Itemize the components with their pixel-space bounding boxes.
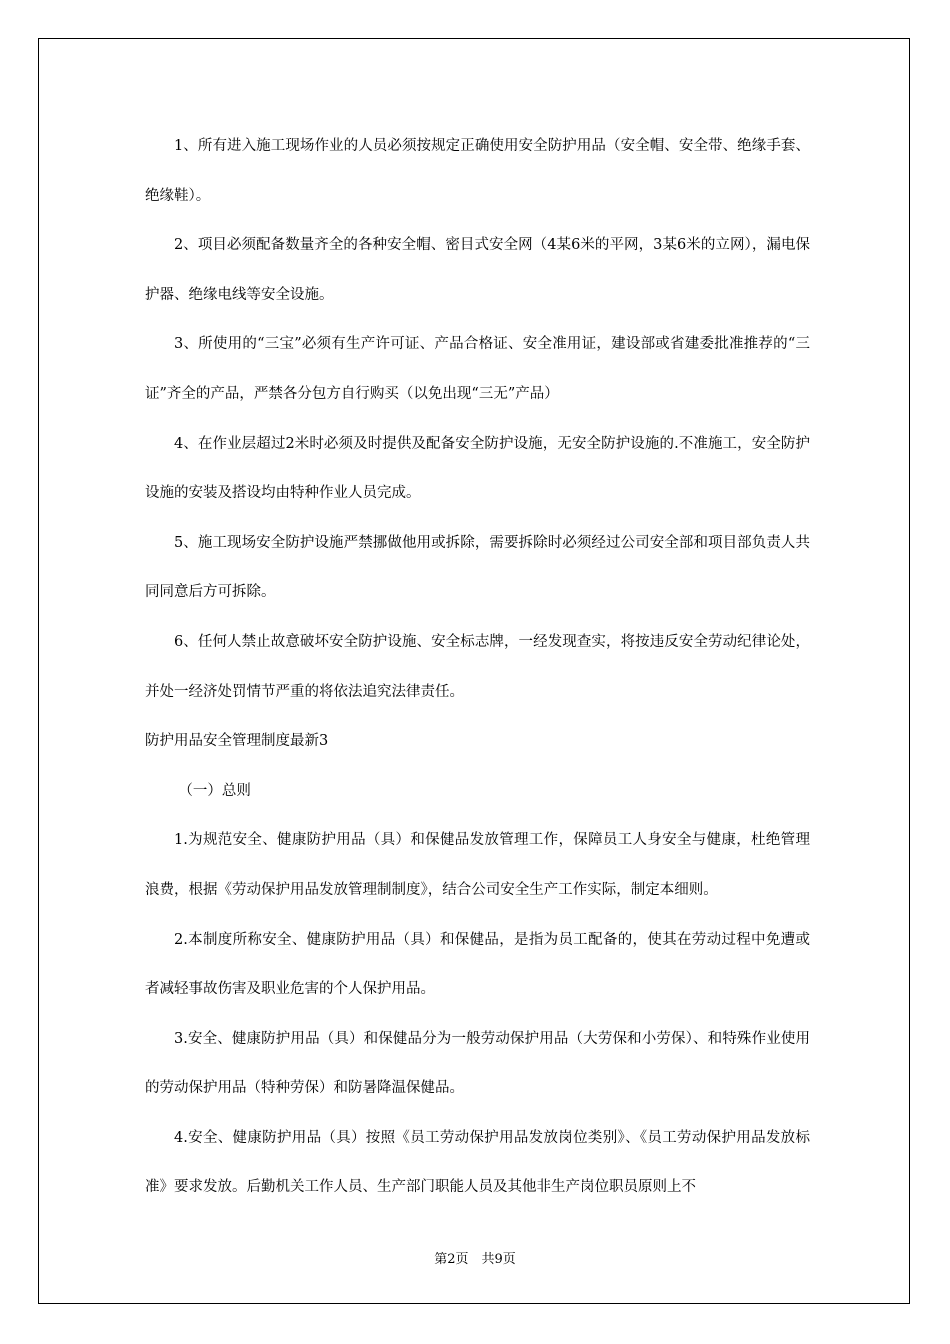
paragraph-2: 2、项目必须配备数量齐全的各种安全帽、密目式安全网（4某6米的平网，3某6米的立网），漏电保护器、绝缘电线等安全设施。 bbox=[145, 237, 810, 303]
paragraph-5: 5、施工现场安全防护设施严禁挪做他用或拆除，需要拆除时必须经过公司安全部和项目部负责人共同同意后方可拆除。 bbox=[145, 534, 810, 601]
subsection-title: （一）总则 bbox=[178, 782, 251, 799]
page-footer: 第2页 共9页 bbox=[434, 1252, 516, 1267]
rule-4: 4.安全、健康防护用品（具）按照《员工劳动保护用品发放岗位类别》、《员工劳动保护用品发放标准》要求发放。后勤机关工作人员、生产部门职能人员及其他非生产岗位职员原则上不 bbox=[145, 1129, 810, 1196]
rule-1: 1.为规范安全、健康防护用品（具）和保健品发放管理工作，保障员工人身安全与健康，杜绝管理浪费，根据《劳动保护用品发放管理制制度》，结合公司安全生产工作实际，制定本细则。 bbox=[145, 832, 810, 898]
paragraph-6: 6、任何人禁止故意破坏安全防护设施、安全标志牌，一经发现查实，将按违反安全劳动纪律论处，并处一经济处罚情节严重的将依法追究法律责任。 bbox=[145, 633, 810, 700]
rule-3: 3.安全、健康防护用品（具）和保健品分为一般劳动保护用品（大劳保和小劳保）、和特殊作业使用的劳动保护用品（特种劳保）和防暑降温保健品。 bbox=[145, 1030, 810, 1097]
document-body bbox=[145, 122, 810, 1213]
section-title: 防护用品安全管理制度最新3 bbox=[145, 733, 329, 750]
paragraph-3: 3、所使用的“三宝”必须有生产许可证、产品合格证、安全准用证，建设部或省建委批准推荐的“三证”齐全的产品，严禁各分包方自行购买（以免出现“三无”产品） bbox=[145, 336, 810, 402]
rule-2: 2.本制度所称安全、健康防护用品（具）和保健品，是指为员工配备的，使其在劳动过程中免遭或者减轻事故伤害及职业危害的个人保护用品。 bbox=[145, 931, 810, 998]
paragraph-4: 4、在作业层超过2米时必须及时提供及配备安全防护设施，无安全防护设施的.不准施工，安全防护设施的安装及搭设均由特种作业人员完成。 bbox=[145, 435, 810, 502]
paragraph-1: 1、所有进入施工现场作业的人员必须按规定正确使用安全防护用品（安全帽、安全带、绝缘手套、绝缘鞋）。 bbox=[145, 138, 810, 204]
